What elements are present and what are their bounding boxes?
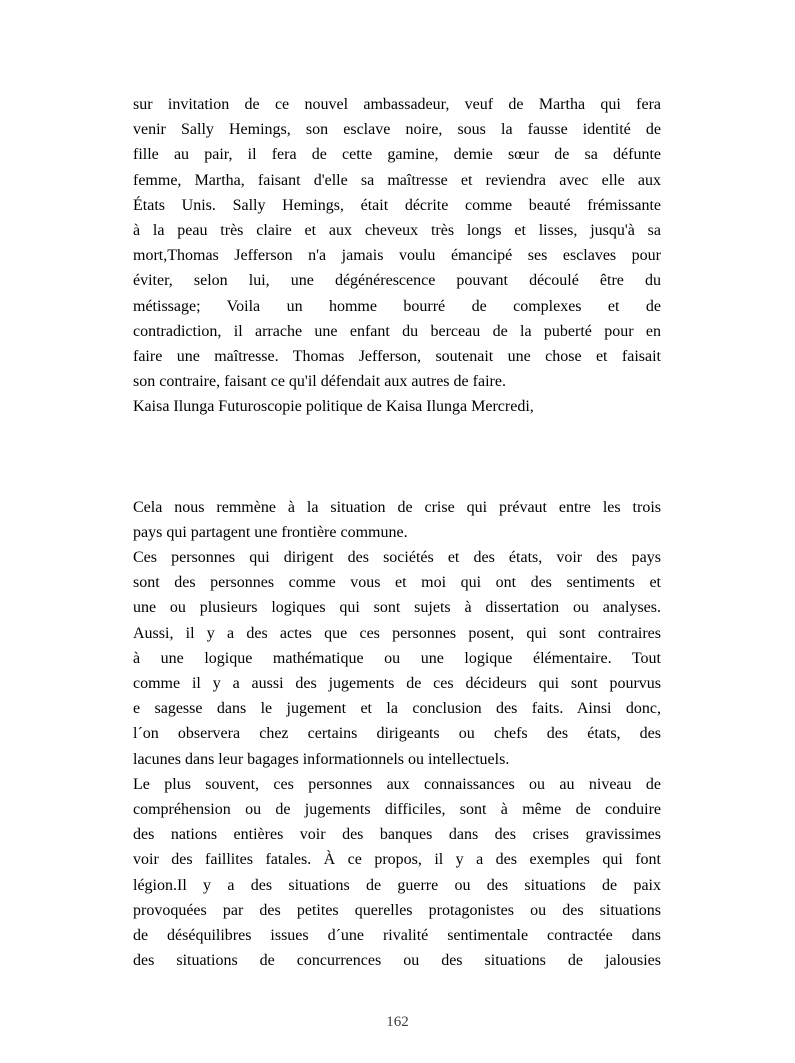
text-line: e sagesse dans le jugement et la conclusion des faits. Ainsi donc, [133,700,661,718]
text-line: de déséquilibres issues d´une rivalité sentimentale contractée dans [133,927,661,945]
text-line: des situations de concurrences ou des situations de jalousies [133,952,661,970]
text-line: des nations entières voir des banques dans des crises gravissimes [133,826,661,844]
text-line: Ces personnes qui dirigent des sociétés et des états, voir des pays [133,549,661,567]
text-line: fille au pair, il fera de cette gamine, demie sœur de sa défunte [133,146,661,164]
text-line: Aussi, il y a des actes que ces personnes posent, qui sont contraires [133,624,661,642]
para-dirigeants [133,545,661,772]
text-line: contradiction, il arrache une enfant du berceau de la puberté pour en [133,322,661,340]
text-line: femme, Martha, faisant d'elle sa maîtresse et reviendra avec elle aux [133,171,661,189]
text-line: pays qui partagent une frontière commune. [133,523,408,541]
text-line: lacunes dans leur bagages informationnels ou intellectuels. [133,750,510,768]
text-line: sur invitation de ce nouvel ambassadeur, veuf de Martha qui fera [133,96,661,113]
para-attribution [133,394,661,419]
text-line: une ou plusieurs logiques qui sont sujets à dissertation ou analyses. [133,599,661,617]
text-line: à une logique mathématique ou une logique élémentaire. Tout [133,649,661,667]
text-line: venir Sally Hemings, son esclave noire, sous la fausse identité de [133,121,661,139]
text-line: sont des personnes comme vous et moi qui ont des sentiments et [133,574,661,592]
text-line: voir des faillites fatales. À ce propos, il y a des exemples qui font [133,851,661,869]
text-line: son contraire, faisant ce qu'il défendait aux autres de faire. [133,373,506,391]
page-number: 162 [386,1014,409,1030]
document-text [133,92,661,974]
text-line: légion.Il y a des situations de guerre ou des situations de paix [133,876,661,894]
text-line: éviter, selon lui, une dégénérescence pouvant découlé être du [133,272,661,290]
text-line: Cela nous remmène à la situation de crise qui prévaut entre les trois [133,498,661,516]
text-line: à la peau très claire et aux cheveux très longs et lisses, jusqu'à sa [133,222,661,240]
text-line: l´on observera chez certains dirigeants ou chefs des états, des [133,725,661,743]
text-line: Kaisa Ilunga Futuroscopie politique de Kaisa Ilunga Mercredi, [133,398,534,416]
para-exemples-situations [133,772,661,974]
text-line: provoquées par des petites querelles protagonistes ou des situations [133,901,661,919]
text-line: compréhension ou de jugements difficiles, sont à même de conduire [133,801,661,819]
text-line: faire une maîtresse. Thomas Jefferson, soutenait une chose et faisait [133,348,661,366]
text-line: comme il y a aussi des jugements de ces décideurs qui sont pourvus [133,675,661,693]
text-line: États Unis. Sally Hemings, était décrite comme beauté frémissante [133,196,661,214]
para-crise-frontiere [133,495,661,545]
text-line: métissage; Voila un homme bourré de complexes et de [133,297,661,315]
text-line: Le plus souvent, ces personnes aux connaissances ou au niveau de [133,775,661,793]
para-jefferson-hemings [133,92,661,394]
text-line: mort,Thomas Jefferson n'a jamais voulu émancipé ses esclaves pour [133,247,661,265]
